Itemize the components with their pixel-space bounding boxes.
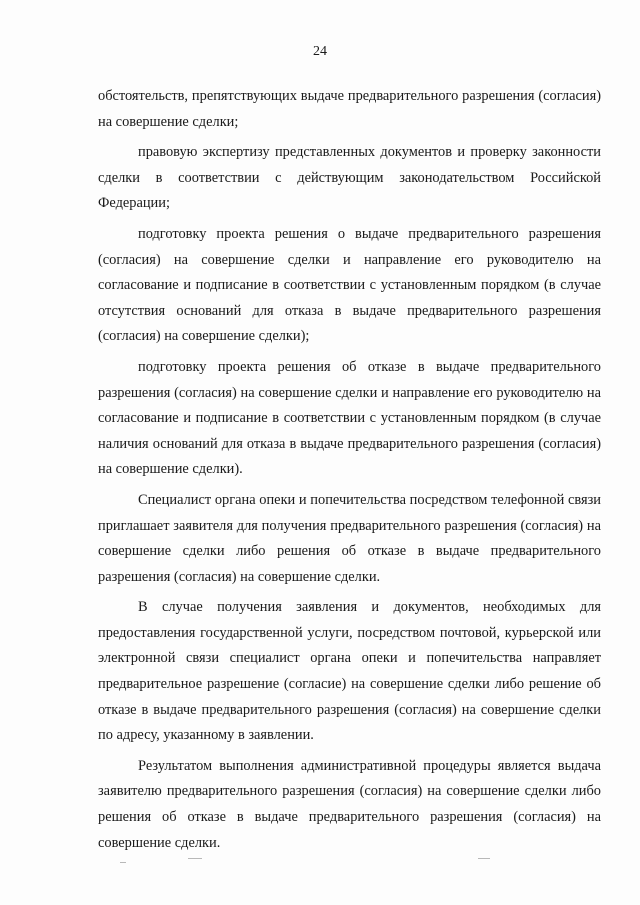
paragraph-legal-expertise: правовую экспертизу представленных документов и проверку законности сделки в соответствии с действующим законодательством Российской Федерации; <box>98 144 601 212</box>
paragraph-continuation: обстоятельств, препятствующих выдаче предварительного разрешения (согласия) на совершение сделки; <box>98 88 601 130</box>
paragraph-phone-invitation: Специалист органа опеки и попечительства посредством телефонной связи приглашает заявителя для получения предварительного разрешения (согласия) на совершение сделки либо решения об отказе в выдаче предварительного разрешения (согласия) на совершение сделки. <box>98 491 601 585</box>
paragraph-result: Результатом выполнения административной процедуры является выдача заявителю предварительного разрешения (согласия) на совершение сделки либо решения об отказе в выдаче предварительного разрешения (согласия) на совершение сделки. <box>98 757 601 851</box>
scan-artifact <box>188 858 202 859</box>
paragraph-draft-approval: подготовку проекта решения о выдаче предварительного разрешения (согласия) на совершение сделки и направление его руководителю на согласование и подписание в соответствии с установленным порядком (в случае отсутствия оснований для отказа в выдаче предварительного разрешения (согласия) на совершение сделки); <box>98 225 601 345</box>
paragraph-postal-delivery: В случае получения заявления и документов, необходимых для предоставления государственной услуги, посредством почтовой, курьерской или электронной связи специалист органа опеки и попечительства направляет предварительное разрешение (согласие) на совершение сделки либо решение об отказе в выдаче предварительного разрешения (согласия) на совершение сделки по адресу, указанному в заявлении. <box>98 599 601 744</box>
document-body <box>98 84 601 861</box>
scan-artifact <box>120 862 126 863</box>
paragraph-draft-refusal: подготовку проекта решения об отказе в выдаче предварительного разрешения (согласия) на совершение сделки и направление его руководителю на согласование и подписание в соответствии с установленным порядком (в случае наличия оснований для отказа в выдаче предварительного разрешения (согласия) на совершение сделки). <box>98 358 601 478</box>
scan-artifact <box>478 858 490 859</box>
page-number: 24 <box>313 44 327 59</box>
